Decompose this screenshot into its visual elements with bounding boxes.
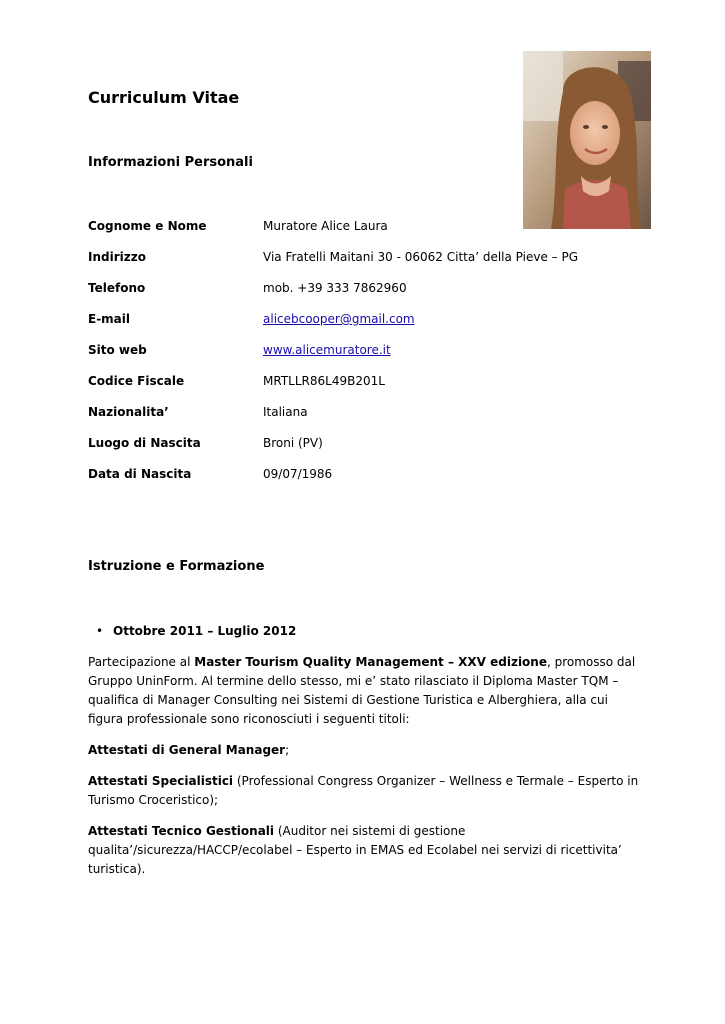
info-label: E-mail	[88, 312, 131, 326]
info-row-address	[88, 250, 648, 268]
education-paragraph	[88, 653, 644, 729]
para-text: , promosso dal Gruppo UninForm. Al termine dello stesso, mi e’ stato rilasciato il Diploma Master TQM – qualifica di Manager Consulting nei Sistemi di Gestione Turistica e Alberghiera, alla cui figura professionale sono riconosciuti i seguenti titoli:	[88, 655, 636, 726]
email-link[interactable]: alicebcooper@gmail.com	[263, 312, 415, 326]
info-row-birthplace	[88, 436, 648, 454]
info-row-birthdate	[88, 467, 648, 485]
para-bold: Attestati Specialistici	[88, 774, 234, 788]
certificate-general-manager	[88, 741, 644, 760]
info-row-tax-code	[88, 374, 648, 392]
info-label: Data di Nascita	[88, 467, 192, 481]
para-text: (Auditor nei sistemi di gestione qualita’/sicurezza/HACCP/ecolabel – Esperto in EMAS ed Ecolabel nei servizi di ricettivita’ turistica).	[88, 824, 622, 876]
info-label: Codice Fiscale	[88, 374, 185, 388]
para-bold: Attestati Tecnico Gestionali	[88, 824, 275, 838]
info-label: Nazionalita’	[88, 405, 169, 419]
info-row-name	[88, 219, 648, 237]
info-label: Telefono	[88, 281, 146, 295]
info-value: MRTLLR86L49B201L	[263, 374, 385, 388]
info-value: mob. +39 333 7862960	[263, 281, 407, 295]
info-label: Luogo di Nascita	[88, 436, 201, 450]
info-row-nationality	[88, 405, 648, 423]
para-text: (Professional Congress Organizer – Wellness e Termale – Esperto in Turismo Croceristico);	[88, 774, 639, 807]
info-value: Italiana	[263, 405, 308, 419]
info-value: Via Fratelli Maitani 30 - 06062 Citta’ della Pieve – PG	[263, 250, 579, 264]
para-text: ;	[285, 743, 290, 757]
education-period	[96, 624, 297, 638]
para-bold: Attestati di General Manager	[88, 743, 286, 757]
info-value: Muratore Alice Laura	[263, 219, 388, 233]
info-label: Cognome e Nome	[88, 219, 207, 233]
education-heading: Istruzione e Formazione	[88, 559, 265, 574]
info-value: 09/07/1986	[263, 467, 333, 481]
para-text: Partecipazione al	[88, 655, 195, 669]
info-label: Sito web	[88, 343, 147, 357]
para-bold: Master Tourism Quality Management – XXV edizione	[194, 655, 547, 669]
period-text: Ottobre 2011 – Luglio 2012	[113, 624, 297, 638]
website-link[interactable]: www.alicemuratore.it	[263, 343, 391, 357]
info-row-email	[88, 312, 648, 330]
personal-info-heading: Informazioni Personali	[88, 155, 253, 170]
bullet-icon: •	[96, 624, 104, 638]
info-label: Indirizzo	[88, 250, 146, 264]
info-row-website	[88, 343, 648, 361]
profile-photo	[523, 51, 651, 229]
certificate-technical	[88, 822, 644, 879]
info-row-phone	[88, 281, 648, 299]
certificate-specialist	[88, 772, 644, 810]
info-value: Broni (PV)	[263, 436, 323, 450]
document-title: Curriculum Vitae	[88, 88, 240, 107]
